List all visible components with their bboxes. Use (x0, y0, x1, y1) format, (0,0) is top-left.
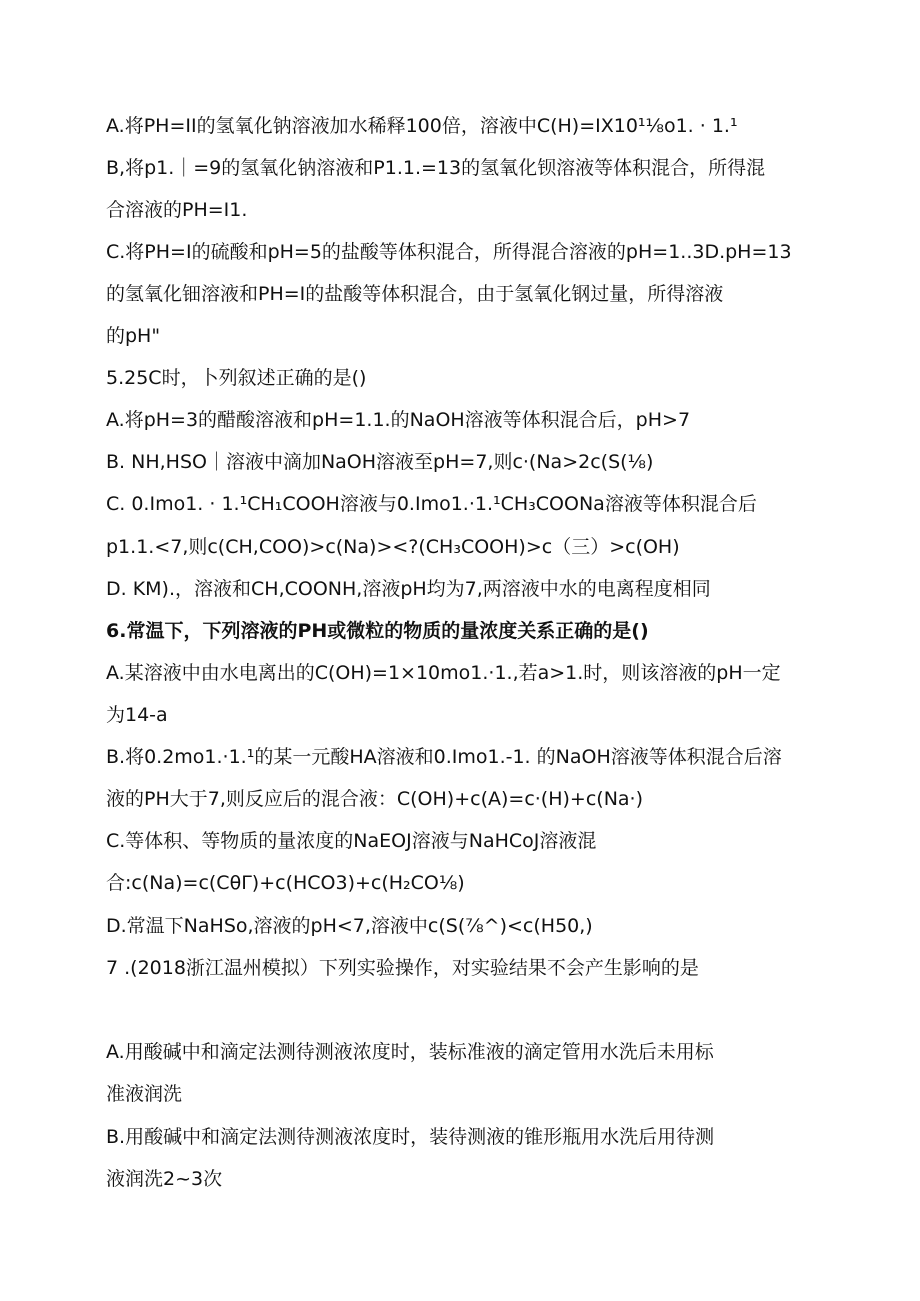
question-6-option-c: C.等体积、等物质的量浓度的NaEOJ溶液与NaHCoJ溶液混 (106, 830, 597, 852)
question-5-option-d: D. KM).，溶液和CH,COONH,溶液pH均为7,两溶液中水的电离程度相同 (106, 578, 711, 600)
question-5-stem: 5.25C时，卜列叙述正确的是() (106, 367, 367, 389)
question-7-option-b-cont: 液润洗2~3次 (106, 1168, 223, 1190)
question-4-option-a: A.将PH=II的氢氧化钠溶液加水稀释100倍，溶液中C(H)=IX10¹⅛o1. · 1.¹ (106, 115, 738, 137)
question-4-option-b: B,将p1.｜=9的氢氧化钠溶液和P1.1.=13的氢氧化钡溶液等体积混合，所得混 (106, 157, 766, 179)
question-5-option-b: B. NH,HSO｜溶液中滴加NaOH溶液至pH=7,则c·(Na>2c(S(⅛) (106, 451, 654, 473)
question-4-option-d: 的氢氧化钿溶液和PH=I的盐酸等体积混合，由于氢氧化钢过量，所得溶液 (106, 283, 724, 305)
question-4-option-c: C.将PH=I的硫酸和pH=5的盐酸等体积混合，所得混合溶液的pH=1..3D.pH=13 (106, 241, 792, 263)
question-7-option-a-cont: 准液润洗 (106, 1083, 183, 1105)
question-6-option-a: A.某溶液中由水电离出的C(OH)=1×10mo1.·1.,若a>1.时，则该溶液的pH一定 (106, 662, 781, 684)
question-6-option-b-cont: 液的PH大于7,则反应后的混合液：C(OH)+c(A)=c·(H)+c(Na·) (106, 788, 644, 810)
question-4-option-d-cont: 的pH" (106, 325, 161, 347)
question-6-option-d: D.常温下NaHSo,溶液的pH<7,溶液中c(S(⅞^)<c(H50,) (106, 915, 593, 937)
question-5-option-c: C. 0.Imo1. · 1.¹CH₁COOH溶液与0.Imo1.·1.¹CH₃COONa溶液等体积混合后 (106, 493, 757, 515)
question-6-option-b: B.将0.2mo1.·1.¹的某一元酸HA溶液和0.Imo1.-1. 的NaOH溶液等体积混合后溶 (106, 746, 782, 768)
question-5-option-a: A.将pH=3的醋酸溶液和pH=1.1.的NaOH溶液等体积混合后，pH>7 (106, 409, 691, 431)
question-5-option-c-cont: p1.1.<7,则c(CH,COO)>c(Na)><?(CH₃COOH)>c（三）>c(OH) (106, 536, 680, 558)
question-4-option-b-cont: 合溶液的PH=I1. (106, 199, 248, 221)
question-7-option-a: A.用酸碱中和滴定法测待测液浓度时，装标准液的滴定管用水洗后未用标 (106, 1041, 714, 1063)
question-6-option-c-cont: 合:c(Na)=c(CθΓ)+c(HCO3)+c(H₂CO⅛) (106, 872, 465, 894)
question-6-option-a-cont: 为14-a (106, 704, 168, 726)
question-7-option-b: B.用酸碱中和滴定法测待测液浓度时，装待测液的锥形瓶用水洗后用待测 (106, 1126, 715, 1148)
question-7-stem: 7 .(2018浙江温州模拟）下列实验操作，对实验结果不会产生影响的是 (106, 957, 699, 979)
question-6-stem: 6.常温下，下列溶液的PH或微粒的物质的量浓度关系正确的是() (106, 620, 649, 642)
